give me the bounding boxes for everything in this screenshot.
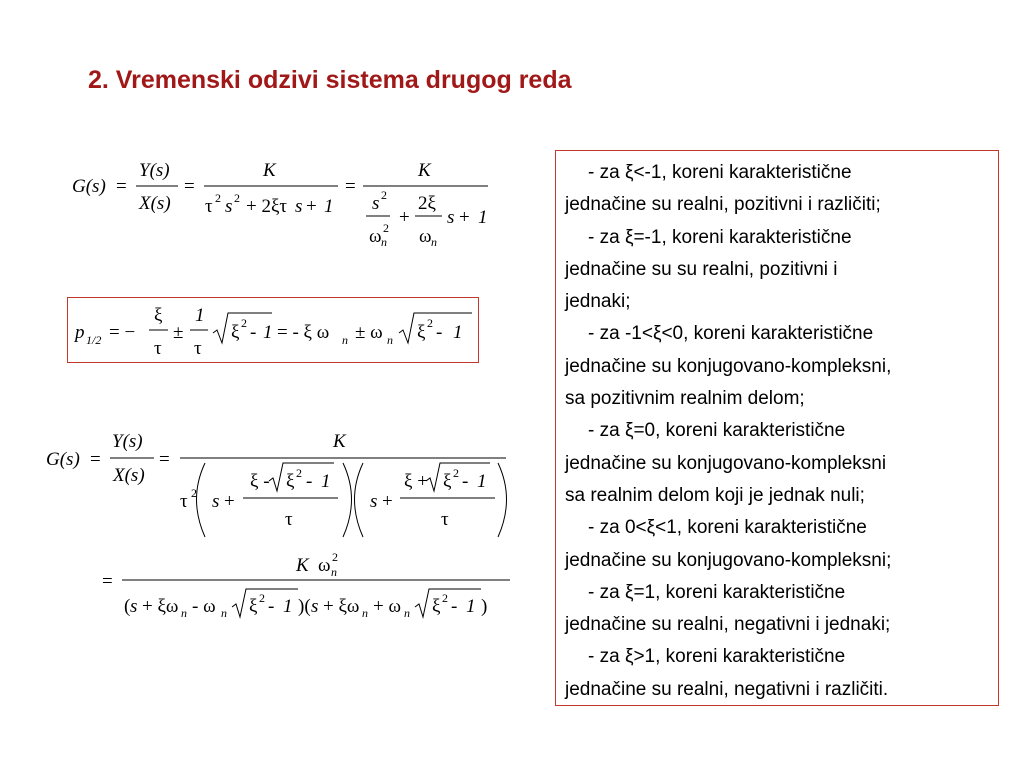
svg-text:=: = — [90, 449, 101, 470]
svg-text:n: n — [221, 606, 227, 620]
svg-text:2: 2 — [381, 188, 387, 202]
cases-description-box — [555, 150, 999, 706]
transfer-function-equation — [60, 150, 500, 250]
svg-text:(: ( — [124, 596, 131, 617]
svg-text:τ: τ — [205, 196, 213, 217]
svg-text:± ω: ± ω — [355, 322, 383, 343]
svg-text:): ) — [481, 596, 488, 617]
svg-text:ξ +: ξ + — [404, 471, 428, 492]
eq1-frac2-den — [205, 191, 334, 217]
svg-text:n: n — [342, 333, 348, 347]
svg-text:ω: ω — [369, 226, 382, 247]
eq1-frac1-num: Y(s) — [139, 160, 170, 181]
svg-text:1: 1 — [478, 207, 488, 228]
svg-text:ω: ω — [318, 555, 331, 576]
svg-text:2: 2 — [296, 466, 302, 480]
eq3-rhs2-num — [295, 550, 338, 579]
svg-text:2: 2 — [332, 550, 338, 564]
svg-text:n: n — [181, 606, 187, 620]
svg-text:ξ: ξ — [286, 471, 295, 492]
svg-text:s: s — [130, 596, 138, 617]
svg-text:2: 2 — [383, 221, 389, 235]
svg-text:2: 2 — [427, 316, 433, 330]
case-xi-equal-one: - za ξ=1, koreni karakteristične jednačine su realni, negativni i jednaki; — [565, 581, 891, 636]
svg-text:1: 1 — [466, 596, 476, 617]
svg-text:1: 1 — [263, 322, 273, 343]
svg-text:±: ± — [173, 322, 184, 343]
svg-text:= −: = − — [109, 322, 136, 343]
svg-text:s: s — [311, 596, 319, 617]
svg-text:2: 2 — [215, 191, 221, 205]
svg-text:τ: τ — [285, 509, 293, 530]
eq1-lhs: G(s) — [72, 176, 106, 197]
svg-text:τ: τ — [194, 338, 202, 359]
svg-text:p: p — [75, 322, 85, 343]
svg-text:-: - — [451, 596, 458, 617]
svg-text:n: n — [404, 606, 410, 620]
svg-text:2: 2 — [259, 591, 265, 605]
svg-text:)(: )( — [298, 596, 311, 617]
svg-text:n: n — [362, 606, 368, 620]
svg-text:ξ -: ξ - — [250, 471, 270, 492]
svg-text:s: s — [212, 491, 220, 512]
svg-text:1: 1 — [195, 305, 205, 326]
svg-text:-: - — [436, 322, 443, 343]
eq3-rhs1-num: K — [333, 431, 346, 452]
svg-text:+: + — [459, 207, 470, 228]
svg-text:τ: τ — [154, 338, 162, 359]
svg-text:1: 1 — [453, 322, 463, 343]
svg-text:s: s — [370, 491, 378, 512]
svg-text:- ω: - ω — [192, 596, 216, 617]
case-xi-greater-one: - za ξ>1, koreni karakteristične jednačine su realni, negativni i različiti. — [565, 646, 889, 700]
eq3-rhs1-den — [180, 463, 507, 537]
svg-text:2: 2 — [442, 591, 448, 605]
svg-text:2ξ: 2ξ — [418, 193, 436, 214]
svg-text:ω: ω — [419, 226, 432, 247]
eq1-frac2-num: K — [263, 160, 276, 181]
svg-text:-: - — [268, 596, 275, 617]
svg-text:=: = — [116, 176, 127, 197]
svg-text:ξ: ξ — [432, 596, 441, 617]
svg-text:+ ξω: + ξω — [142, 596, 179, 617]
case-xi-less-minus-one: - za ξ<-1, koreni karakteristične jednačine su realni, pozitivni i različiti; — [565, 162, 881, 216]
svg-text:1/2: 1/2 — [86, 333, 102, 347]
svg-text:=: = — [102, 571, 113, 592]
eq3-frac-num: Y(s) — [112, 431, 143, 452]
svg-text:ξ: ξ — [443, 471, 452, 492]
svg-text:=: = — [184, 176, 195, 197]
case-xi-between-minus-one-zero: - za -1<ξ<0, koreni karakteristične jednačine su konjugovano-kompleksni, sa pozitivnim realnim delom; — [565, 323, 892, 410]
svg-text:n: n — [381, 235, 387, 249]
svg-text:1: 1 — [321, 471, 331, 492]
svg-text:K: K — [296, 555, 309, 576]
svg-text:1: 1 — [324, 196, 334, 217]
svg-text:s: s — [225, 196, 233, 217]
svg-text:2: 2 — [191, 486, 197, 500]
svg-text:-: - — [462, 471, 469, 492]
case-xi-between-zero-one: - za 0<ξ<1, koreni karakteristične jednačine su konjugovano-kompleksni; — [565, 517, 892, 571]
svg-text:ξ: ξ — [417, 322, 426, 343]
eq3-frac-den: X(s) — [113, 465, 145, 486]
svg-text:2: 2 — [234, 191, 240, 205]
eq3-rhs2-den — [124, 589, 487, 620]
slide-title: 2. Vremenski odzivi sistema drugog reda — [88, 66, 572, 94]
eq1-frac3-den — [366, 188, 488, 249]
svg-text:=: = — [345, 176, 356, 197]
svg-text:+ ξω: + ξω — [323, 596, 360, 617]
svg-text:= - ξ ω: = - ξ ω — [277, 322, 330, 343]
svg-text:+ 2ξτ: + 2ξτ — [246, 196, 288, 217]
case-xi-equal-minus-one: - za ξ=-1, koreni karakteristične jednačine su su realni, pozitivni i jednaki; — [565, 226, 852, 313]
case-xi-equal-zero: - za ξ=0, koreni karakteristične jednačine su konjugovano-kompleksni sa realnim delom koji je jednak nuli; — [565, 420, 887, 506]
svg-text:s: s — [372, 193, 380, 214]
svg-text:n: n — [431, 235, 437, 249]
eq1-frac3-num: K — [418, 160, 431, 181]
svg-text:s: s — [447, 207, 455, 228]
svg-text:+: + — [382, 491, 393, 512]
svg-text:1: 1 — [477, 471, 487, 492]
svg-text:ξ: ξ — [154, 305, 163, 326]
svg-text:ξ: ξ — [231, 322, 240, 343]
svg-text:2: 2 — [241, 316, 247, 330]
svg-text:n: n — [387, 333, 393, 347]
svg-text:+: + — [399, 207, 410, 228]
svg-text:+: + — [306, 196, 317, 217]
eq1-frac1-den: X(s) — [139, 193, 171, 214]
svg-text:-: - — [250, 322, 257, 343]
poles-equation — [67, 297, 479, 363]
svg-text:τ: τ — [441, 509, 449, 530]
eq3-lhs: G(s) — [46, 449, 80, 470]
svg-text:=: = — [159, 449, 170, 470]
svg-text:+ ω: + ω — [373, 596, 401, 617]
svg-text:2: 2 — [453, 466, 459, 480]
svg-text:-: - — [306, 471, 313, 492]
svg-text:n: n — [331, 565, 337, 579]
svg-text:+: + — [224, 491, 235, 512]
svg-text:s: s — [295, 196, 303, 217]
svg-text:ξ: ξ — [249, 596, 258, 617]
svg-text:τ: τ — [180, 491, 188, 512]
svg-text:1: 1 — [283, 596, 293, 617]
factored-equation — [40, 425, 520, 625]
